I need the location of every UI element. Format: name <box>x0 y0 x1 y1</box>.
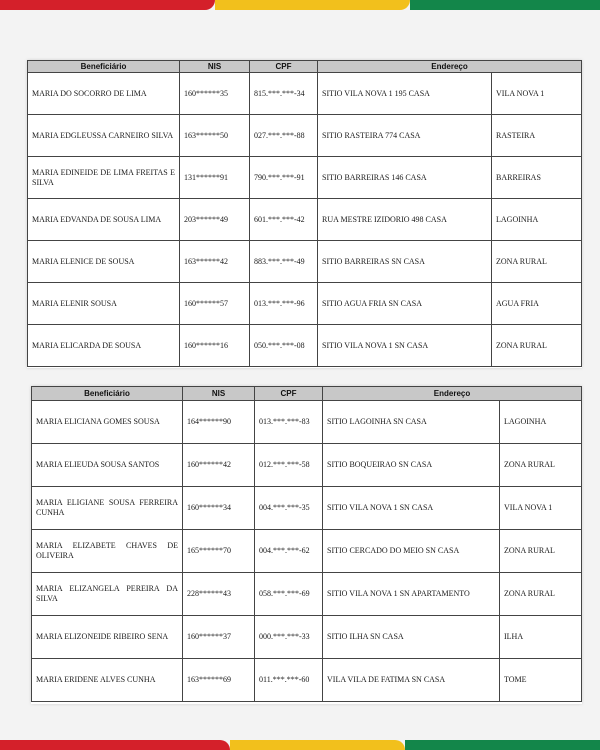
cell-cpf: 013.***.***-83 <box>255 401 323 444</box>
cell-nis: 163******50 <box>180 115 250 157</box>
header-nis: NIS <box>180 61 250 73</box>
cell-beneficiario: MARIA EDGLEUSSA CARNEIRO SILVA <box>28 115 180 157</box>
cell-nis: 160******34 <box>183 487 255 530</box>
cell-cpf: 012.***.***-58 <box>255 444 323 487</box>
cell-nis: 160******37 <box>183 616 255 659</box>
cell-cpf: 027.***.***-88 <box>250 115 318 157</box>
cell-endereco: SITIO RASTEIRA 774 CASA <box>318 115 492 157</box>
cell-localidade: VILA NOVA 1 <box>500 487 582 530</box>
cell-beneficiario: MARIA DO SOCORRO DE LIMA <box>28 73 180 115</box>
cell-nis: 228******43 <box>183 573 255 616</box>
cell-beneficiario: MARIA ELIGIANE SOUSA FERREIRA CUNHA <box>32 487 183 530</box>
bottom-flag-bar <box>0 740 600 750</box>
header-cpf: CPF <box>255 387 323 401</box>
bottom-bar-green-segment <box>405 740 600 750</box>
cell-endereco: RUA MESTRE IZIDORIO 498 CASA <box>318 199 492 241</box>
cell-localidade: TOME <box>500 659 582 702</box>
cell-beneficiario: MARIA ELIZANGELA PEREIRA DA SILVA <box>32 573 183 616</box>
cell-beneficiario: MARIA ERIDENE ALVES CUNHA <box>32 659 183 702</box>
cell-localidade: ZONA RURAL <box>492 325 582 367</box>
cell-endereco: SITIO AGUA FRIA SN CASA <box>318 283 492 325</box>
top-bar-yellow-segment <box>215 0 410 10</box>
table-row <box>32 444 582 487</box>
cell-nis: 160******35 <box>180 73 250 115</box>
header-endereco: Endereço <box>323 387 582 401</box>
cell-endereco: SITIO VILA NOVA 1 195 CASA <box>318 73 492 115</box>
table-row <box>28 325 582 367</box>
header-beneficiario: Beneficiário <box>28 61 180 73</box>
beneficiary-sheet-2 <box>31 386 582 704</box>
header-beneficiario: Beneficiário <box>32 387 183 401</box>
cell-localidade: ZONA RURAL <box>500 530 582 573</box>
table-row <box>28 199 582 241</box>
cell-cpf: 013.***.***-96 <box>250 283 318 325</box>
table-row <box>32 659 582 702</box>
top-bar-red-segment <box>0 0 215 10</box>
cell-localidade: BARREIRAS <box>492 157 582 199</box>
cell-endereco: SITIO CERCADO DO MEIO SN CASA <box>323 530 500 573</box>
cell-cpf: 000.***.***-33 <box>255 616 323 659</box>
cell-localidade: LAGOINHA <box>492 199 582 241</box>
table-row <box>28 73 582 115</box>
cell-localidade: VILA NOVA 1 <box>492 73 582 115</box>
cell-beneficiario: MARIA ELIZONEIDE RIBEIRO SENA <box>32 616 183 659</box>
cell-nis: 165******70 <box>183 530 255 573</box>
cell-localidade: RASTEIRA <box>492 115 582 157</box>
cell-nis: 160******57 <box>180 283 250 325</box>
table-header-row <box>28 61 582 73</box>
header-nis: NIS <box>183 387 255 401</box>
cell-cpf: 011.***.***-60 <box>255 659 323 702</box>
cell-localidade: ILHA <box>500 616 582 659</box>
cell-endereco: SITIO BOQUEIRAO SN CASA <box>323 444 500 487</box>
cell-cpf: 790.***.***-91 <box>250 157 318 199</box>
cell-beneficiario: MARIA ELENICE DE SOUSA <box>28 241 180 283</box>
beneficiary-table-1 <box>27 60 582 367</box>
cell-cpf: 058.***.***-69 <box>255 573 323 616</box>
cell-beneficiario: MARIA ELIZABETE CHAVES DE OLIVEIRA <box>32 530 183 573</box>
beneficiary-sheet-1 <box>27 60 582 368</box>
cell-cpf: 050.***.***-08 <box>250 325 318 367</box>
bottom-bar-red-segment <box>0 740 230 750</box>
cell-beneficiario: MARIA EDINEIDE DE LIMA FREITAS E SILVA <box>28 157 180 199</box>
cell-beneficiario: MARIA ELICARDA DE SOUSA <box>28 325 180 367</box>
cell-localidade: AGUA FRIA <box>492 283 582 325</box>
cell-endereco: VILA VILA DE FATIMA SN CASA <box>323 659 500 702</box>
cell-cpf: 601.***.***-42 <box>250 199 318 241</box>
header-cpf: CPF <box>250 61 318 73</box>
cell-nis: 203******49 <box>180 199 250 241</box>
bottom-bar-yellow-segment <box>230 740 405 750</box>
cell-beneficiario: MARIA ELENIR SOUSA <box>28 283 180 325</box>
table-row <box>28 157 582 199</box>
cell-endereco: SITIO VILA NOVA 1 SN CASA <box>318 325 492 367</box>
cell-nis: 131******91 <box>180 157 250 199</box>
cell-cpf: 883.***.***-49 <box>250 241 318 283</box>
cell-endereco: SITIO VILA NOVA 1 SN APARTAMENTO <box>323 573 500 616</box>
table-row <box>28 283 582 325</box>
cell-endereco: SITIO BARREIRAS SN CASA <box>318 241 492 283</box>
table-row <box>32 401 582 444</box>
cell-cpf: 004.***.***-35 <box>255 487 323 530</box>
table-row <box>32 616 582 659</box>
cell-beneficiario: MARIA ELICIANA GOMES SOUSA <box>32 401 183 444</box>
cell-endereco: SITIO VILA NOVA 1 SN CASA <box>323 487 500 530</box>
cell-beneficiario: MARIA EDVANDA DE SOUSA LIMA <box>28 199 180 241</box>
cell-localidade: ZONA RURAL <box>500 444 582 487</box>
cell-cpf: 815.***.***-34 <box>250 73 318 115</box>
cell-localidade: ZONA RURAL <box>492 241 582 283</box>
table-row <box>32 487 582 530</box>
table-header-row <box>32 387 582 401</box>
cell-nis: 163******69 <box>183 659 255 702</box>
header-endereco: Endereço <box>318 61 582 73</box>
cell-endereco: SITIO BARREIRAS 146 CASA <box>318 157 492 199</box>
cell-endereco: SITIO LAGOINHA SN CASA <box>323 401 500 444</box>
table-row <box>28 115 582 157</box>
cell-nis: 160******42 <box>183 444 255 487</box>
cell-nis: 163******42 <box>180 241 250 283</box>
table-row <box>28 241 582 283</box>
cell-nis: 164******90 <box>183 401 255 444</box>
cell-beneficiario: MARIA ELIEUDA SOUSA SANTOS <box>32 444 183 487</box>
top-flag-bar <box>0 0 600 10</box>
top-bar-green-segment <box>410 0 600 10</box>
table-row <box>32 573 582 616</box>
table-row <box>32 530 582 573</box>
beneficiary-table-2 <box>31 386 582 702</box>
cell-localidade: LAGOINHA <box>500 401 582 444</box>
cell-localidade: ZONA RURAL <box>500 573 582 616</box>
cell-cpf: 004.***.***-62 <box>255 530 323 573</box>
cell-endereco: SITIO ILHA SN CASA <box>323 616 500 659</box>
cell-nis: 160******16 <box>180 325 250 367</box>
